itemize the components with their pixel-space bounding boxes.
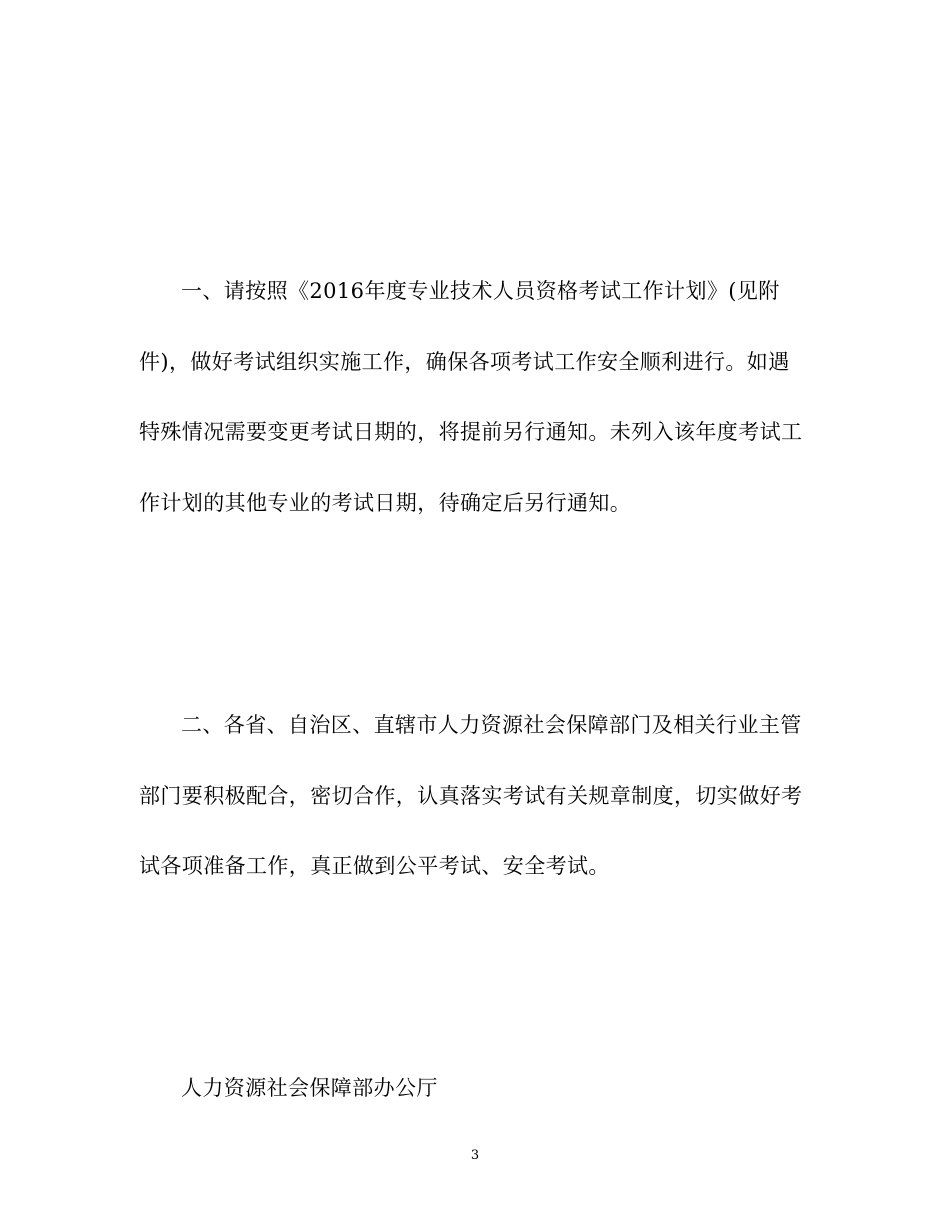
paragraph-1-line-2: 件)，做好考试组织实施工作，确保各项考试工作安全顺利进行。如遇	[139, 350, 790, 374]
page-number: 3	[470, 1148, 480, 1163]
paragraph-2-line-1: 二、各省、自治区、直辖市人力资源社会保障部门及相关行业主管	[181, 713, 802, 737]
paragraph-2-line-3: 试各项准备工作，真正做到公平考试、安全考试。	[139, 854, 610, 878]
paragraph-1-line-1: 一、请按照《2016年度专业技术人员资格考试工作计划》(见附	[181, 279, 780, 303]
paragraph-2-line-2: 部门要积极配合，密切合作，认真落实考试有关规章制度，切实做好考	[139, 784, 803, 808]
paragraph-1-line-3: 特殊情况需要变更考试日期的，将提前另行通知。未列入该年度考试工	[139, 420, 803, 444]
signature: 人力资源社会保障部办公厅	[181, 1076, 438, 1100]
paragraph-1-line-4: 作计划的其他专业的考试日期，待确定后另行通知。	[139, 491, 632, 515]
